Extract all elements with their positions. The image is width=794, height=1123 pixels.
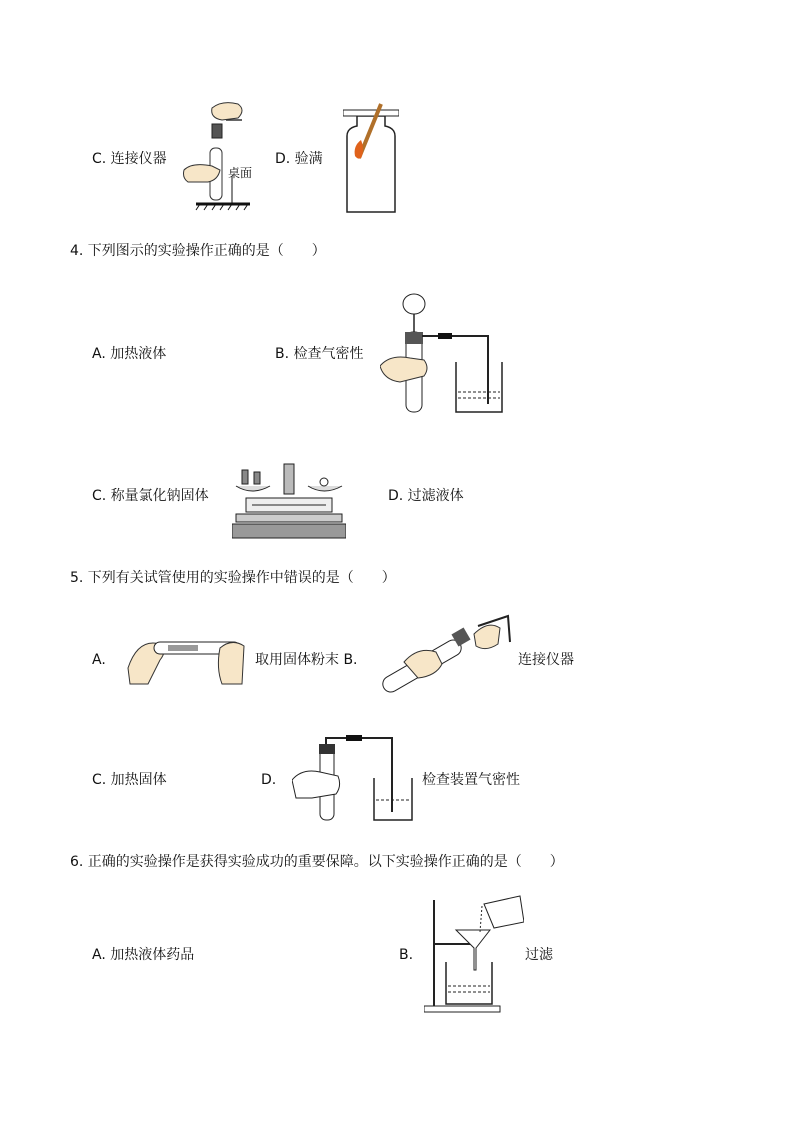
q4-option-c-label: C. 称量氯化钠固体 — [92, 488, 209, 504]
q3-option-d-figure — [343, 100, 399, 216]
q4-option-c-figure — [232, 462, 346, 540]
q4-option-b-figure — [380, 292, 506, 416]
q5-option-a-text: 取用固体粉末 B. — [255, 652, 358, 668]
q5-option-c-label: C. 加热固体 — [92, 772, 167, 788]
q4-option-d-label: D. 过滤液体 — [388, 488, 464, 504]
q3-option-d-label: D. 验满 — [275, 151, 323, 167]
inserting-tube-into-test-tube-illustration — [378, 612, 514, 704]
q5-option-a-figure — [124, 628, 248, 688]
gas-bottle-with-match-illustration — [343, 100, 399, 216]
q5-stem: 5. 下列有关试管使用的实验操作中错误的是（ ） — [70, 570, 396, 586]
q6-option-b-prefix: B. — [399, 947, 414, 963]
desk-surface-label: 桌面 — [228, 166, 253, 180]
q6-stem: 6. 正确的实验操作是获得实验成功的重要保障。以下实验操作正确的是（ ） — [70, 854, 564, 870]
q4-option-a-label: A. 加热液体 — [92, 346, 167, 362]
q4-stem: 4. 下列图示的实验操作正确的是（ ） — [70, 243, 326, 259]
balance-scale-illustration — [232, 462, 346, 540]
filtration-apparatus-illustration — [424, 892, 524, 1014]
q6-option-b-text: 过滤 — [525, 947, 553, 963]
q3-option-c-figure — [182, 100, 262, 212]
q4-option-b-label: B. 检查气密性 — [275, 346, 364, 362]
q5-option-d-prefix: D. — [261, 772, 277, 788]
connecting-apparatus-illustration — [182, 100, 262, 212]
airtightness-check-illustration — [380, 292, 506, 416]
q5-option-d-figure — [292, 732, 420, 824]
q6-option-b-figure — [424, 892, 524, 1014]
q5-option-b-text: 连接仪器 — [518, 652, 574, 668]
powder-into-test-tube-illustration — [124, 628, 248, 688]
q6-option-a-label: A. 加热液体药品 — [92, 947, 195, 963]
airtightness-check-apparatus-illustration — [292, 732, 420, 824]
q5-option-d-text: 检查装置气密性 — [422, 772, 520, 788]
q3-option-c-label: C. 连接仪器 — [92, 151, 167, 167]
q5-option-a-prefix: A. — [92, 652, 106, 668]
q5-option-b-figure — [378, 612, 514, 704]
